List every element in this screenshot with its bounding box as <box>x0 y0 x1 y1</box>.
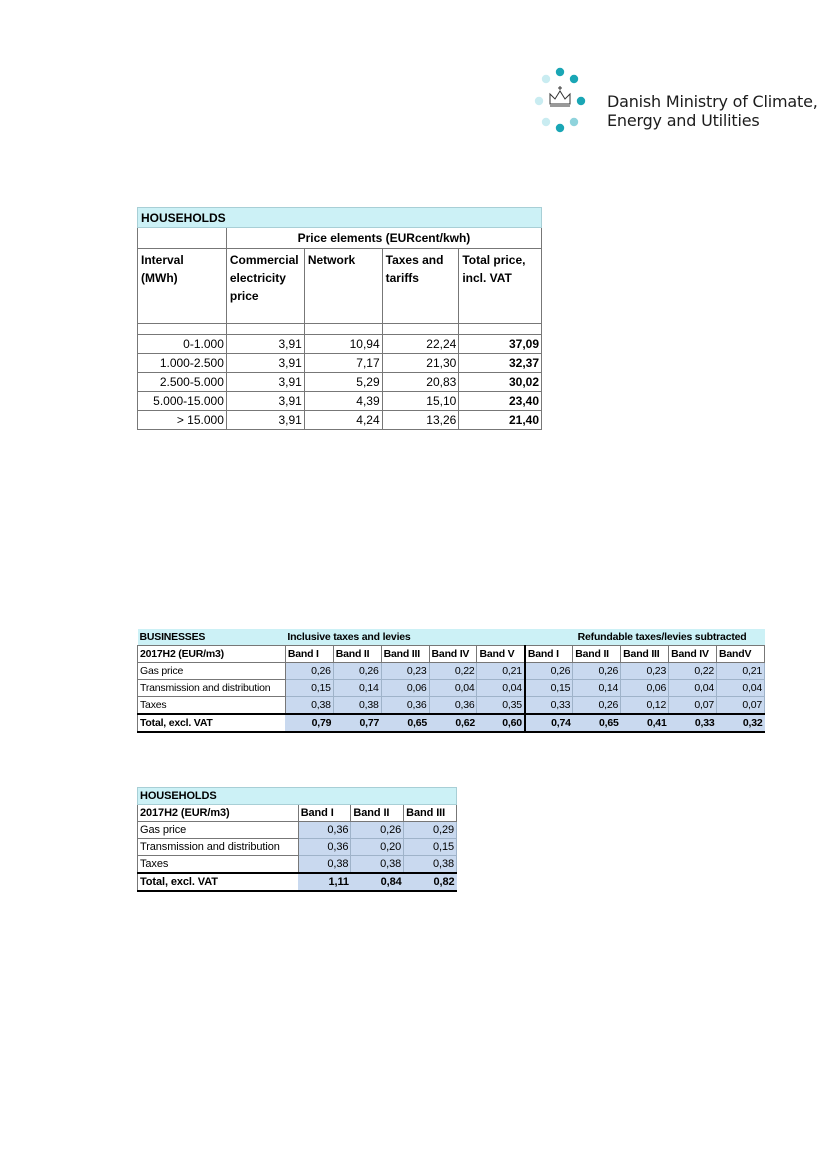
value-cell: 0,38 <box>298 856 351 874</box>
interval-cell: 2.500-5.000 <box>138 373 227 392</box>
band-header: Band II <box>573 646 621 663</box>
row-label: Taxes <box>138 697 286 715</box>
network-cell: 10,94 <box>304 335 382 354</box>
table-row <box>138 697 765 715</box>
value-cell: 0,21 <box>477 663 525 680</box>
table-row <box>138 354 542 373</box>
row-label: Gas price <box>138 822 299 839</box>
ministry-logo <box>526 66 816 136</box>
value-cell: 0,36 <box>429 697 477 715</box>
logo-line-2: Energy and Utilities <box>607 111 760 130</box>
interval-cell: > 15.000 <box>138 411 227 430</box>
value-cell: 0,20 <box>351 839 404 856</box>
table-row <box>138 373 542 392</box>
total-cell: 30,02 <box>459 373 542 392</box>
total-cell: 0,41 <box>621 714 669 732</box>
row-label: Gas price <box>138 663 286 680</box>
value-cell: 0,23 <box>621 663 669 680</box>
network-cell: 4,39 <box>304 392 382 411</box>
value-cell: 0,06 <box>621 680 669 697</box>
group-header-refundable: Refundable taxes/levies subtracted <box>525 629 765 646</box>
band-header: Band IV <box>429 646 477 663</box>
table-row <box>138 822 457 839</box>
value-cell: 0,07 <box>669 697 717 715</box>
network-cell: 4,24 <box>304 411 382 430</box>
value-cell: 0,21 <box>717 663 765 680</box>
taxes-cell: 21,30 <box>382 354 459 373</box>
value-cell: 0,29 <box>404 822 457 839</box>
total-cell: 0,77 <box>333 714 381 732</box>
total-cell: 23,40 <box>459 392 542 411</box>
table-title: HOUSEHOLDS <box>138 208 542 228</box>
value-cell: 0,36 <box>381 697 429 715</box>
total-cell: 0,65 <box>573 714 621 732</box>
taxes-cell: 20,83 <box>382 373 459 392</box>
column-header: Commercial electricity price <box>226 249 304 324</box>
total-cell: 1,11 <box>298 873 351 891</box>
commercial-cell: 3,91 <box>226 392 304 411</box>
row-label: Total, excl. VAT <box>138 873 299 891</box>
table-row <box>138 839 457 856</box>
taxes-cell: 15,10 <box>382 392 459 411</box>
band-header: Band II <box>333 646 381 663</box>
value-cell: 0,04 <box>717 680 765 697</box>
band-header: Band V <box>477 646 525 663</box>
taxes-cell: 22,24 <box>382 335 459 354</box>
value-cell: 0,04 <box>429 680 477 697</box>
table-title: BUSINESSES <box>138 629 286 646</box>
value-cell: 0,35 <box>477 697 525 715</box>
interval-cell: 1.000-2.500 <box>138 354 227 373</box>
total-cell: 0,33 <box>669 714 717 732</box>
total-cell: 32,37 <box>459 354 542 373</box>
value-cell: 0,15 <box>404 839 457 856</box>
crown-icon <box>526 66 606 136</box>
value-cell: 0,07 <box>717 697 765 715</box>
value-cell: 0,23 <box>381 663 429 680</box>
table-row <box>138 335 542 354</box>
value-cell: 0,04 <box>669 680 717 697</box>
value-cell: 0,38 <box>285 697 333 715</box>
total-cell: 0,60 <box>477 714 525 732</box>
table-row <box>138 856 457 874</box>
period-label: 2017H2 (EUR/m3) <box>138 646 286 663</box>
table-row <box>138 411 542 430</box>
commercial-cell: 3,91 <box>226 373 304 392</box>
gas-businesses-table <box>137 629 765 733</box>
value-cell: 0,26 <box>351 822 404 839</box>
group-header-inclusive: Inclusive taxes and levies <box>285 629 525 646</box>
column-header: Network <box>304 249 382 324</box>
band-header: BandV <box>717 646 765 663</box>
table-row <box>138 392 542 411</box>
network-cell: 5,29 <box>304 373 382 392</box>
table-row <box>138 680 765 697</box>
electricity-households-table <box>137 207 542 430</box>
value-cell: 0,38 <box>404 856 457 874</box>
row-label: Total, excl. VAT <box>138 714 286 732</box>
band-header: Band III <box>381 646 429 663</box>
band-header: Band II <box>351 805 404 822</box>
column-header: Total price, incl. VAT <box>459 249 542 324</box>
total-row <box>138 714 765 732</box>
value-cell: 0,38 <box>351 856 404 874</box>
value-cell: 0,22 <box>669 663 717 680</box>
value-cell: 0,33 <box>525 697 573 715</box>
table-title: HOUSEHOLDS <box>138 788 457 805</box>
price-elements-header: Price elements (EURcent/kwh) <box>226 228 541 249</box>
taxes-cell: 13,26 <box>382 411 459 430</box>
total-cell: 0,84 <box>351 873 404 891</box>
commercial-cell: 3,91 <box>226 335 304 354</box>
total-cell: 0,74 <box>525 714 573 732</box>
total-row <box>138 873 457 891</box>
value-cell: 0,12 <box>621 697 669 715</box>
interval-cell: 5.000-15.000 <box>138 392 227 411</box>
network-cell: 7,17 <box>304 354 382 373</box>
total-cell: 0,32 <box>717 714 765 732</box>
value-cell: 0,15 <box>285 680 333 697</box>
period-label: 2017H2 (EUR/m3) <box>138 805 299 822</box>
value-cell: 0,26 <box>573 697 621 715</box>
value-cell: 0,38 <box>333 697 381 715</box>
band-header: Band IV <box>669 646 717 663</box>
value-cell: 0,26 <box>333 663 381 680</box>
band-header: Band I <box>525 646 573 663</box>
band-header: Band III <box>404 805 457 822</box>
value-cell: 0,04 <box>477 680 525 697</box>
total-cell: 0,65 <box>381 714 429 732</box>
value-cell: 0,14 <box>333 680 381 697</box>
band-header: Band III <box>621 646 669 663</box>
value-cell: 0,26 <box>573 663 621 680</box>
table-row <box>138 663 765 680</box>
total-cell: 21,40 <box>459 411 542 430</box>
logo-line-1: Danish Ministry of Climate, <box>607 92 818 111</box>
value-cell: 0,15 <box>525 680 573 697</box>
value-cell: 0,36 <box>298 839 351 856</box>
value-cell: 0,06 <box>381 680 429 697</box>
value-cell: 0,36 <box>298 822 351 839</box>
value-cell: 0,26 <box>285 663 333 680</box>
total-cell: 0,82 <box>404 873 457 891</box>
row-label: Taxes <box>138 856 299 874</box>
total-cell: 0,62 <box>429 714 477 732</box>
commercial-cell: 3,91 <box>226 354 304 373</box>
total-cell: 37,09 <box>459 335 542 354</box>
value-cell: 0,14 <box>573 680 621 697</box>
row-label: Transmission and distribution <box>138 680 286 697</box>
total-cell: 0,79 <box>285 714 333 732</box>
value-cell: 0,26 <box>525 663 573 680</box>
value-cell: 0,22 <box>429 663 477 680</box>
gas-households-table <box>137 787 457 892</box>
row-label: Transmission and distribution <box>138 839 299 856</box>
column-header: Interval (MWh) <box>138 249 227 324</box>
band-header: Band I <box>285 646 333 663</box>
column-header: Taxes and tariffs <box>382 249 459 324</box>
interval-cell: 0-1.000 <box>138 335 227 354</box>
band-header: Band I <box>298 805 351 822</box>
commercial-cell: 3,91 <box>226 411 304 430</box>
